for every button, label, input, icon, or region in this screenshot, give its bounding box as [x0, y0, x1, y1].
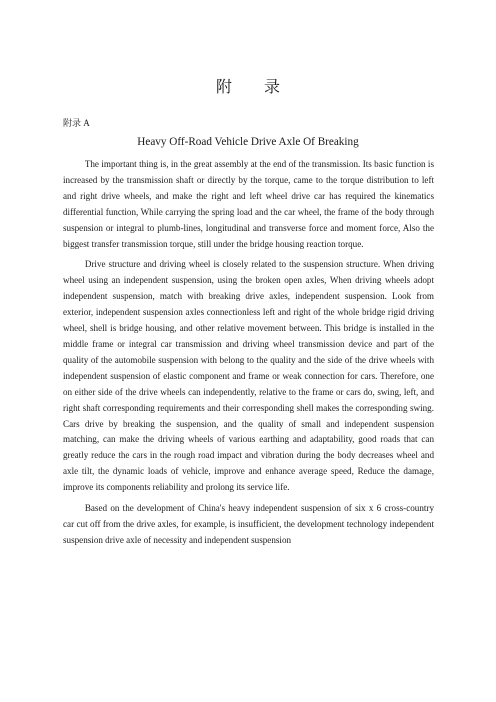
paragraph-2: Drive structure and driving wheel is closely related to the suspension structure. When driving wheel using an independent suspension, using the broken open axles, When driving wheels adopt independent suspension, match with breaking drive axles, independent suspension. Look from exterior, independent suspension axles connectionless left and right of the whole bridge rigid driving wheel, shell is bridge housing, and other relative movement between. This bridge is installed in the middle frame or integral car transmission and driving wheel transmission device and part of the quality of the automobile suspension with belong to the quality and the side of the drive wheels with independent suspension of elastic component and frame or weak connection for cars. Therefore, one on either side of the drive wheels can independently, relative to the frame or cars do, swing, left, and right shaft corresponding requirements and their corresponding shell makes the corresponding swing. Cars drive by breaking the suspension, and the quality of small and independent suspension matching, can make the driving wheels of various earthing and adaptability, good roads that can greatly reduce the cars in the rough road impact and vibration during the body decreases wheel and axle tilt, the dynamic loads of vehicle, improve and enhance average speed, Reduce the damage, improve its components reliability and prolong its service life. — [63, 259, 434, 493]
paragraph-1: The important thing is, in the great assembly at the end of the transmission. Its basic function is increased by the transmission shaft or directly by the torque, came to the torque distribution to left and right drive wheels, and make the right and left wheel drive car has required the kinematics differential function, While carrying the spring load and the car wheel, the frame of the body through suspension or integral to plumb-lines, longitudinal and transverse force and moment force, Also the biggest transfer transmission torque, still under the bridge housing reaction torque. — [63, 159, 434, 249]
appendix-heading: 附 录 — [215, 79, 294, 96]
paragraph-3: Based on the development of China's heavy independent suspension of six x 6 cross-country car cut off from the drive axles, for example, is insufficient, the development technology independent suspension drive axle of necessity and independent suspension — [63, 503, 434, 545]
article-title: Heavy Off-Road Vehicle Drive Axle Of Breaking — [137, 136, 359, 148]
appendix-a-label: 附录 A — [63, 118, 90, 128]
article-body — [63, 157, 434, 554]
